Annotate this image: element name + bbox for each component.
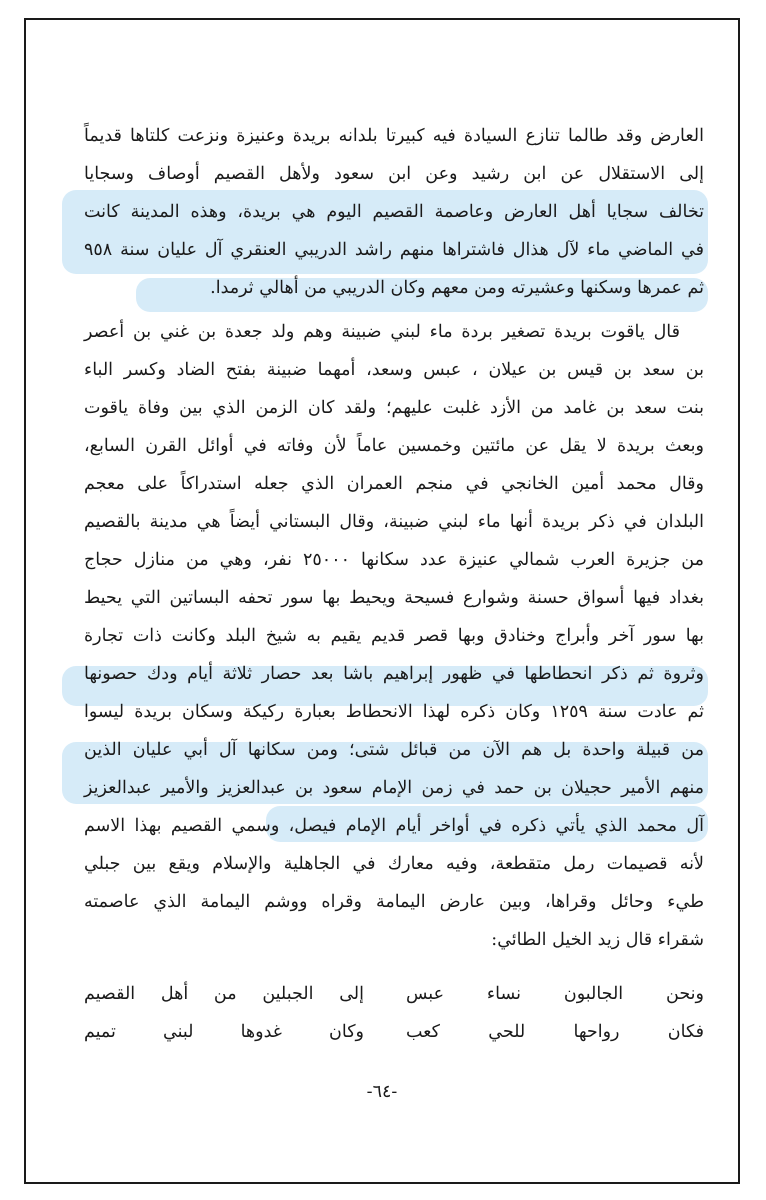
text-line: لأنه قصيمات رمل متقطعة، وفيه معارك في الجاهلية والإسلام ويقع بين جبلي xyxy=(84,854,704,874)
text-line: آل محمد الذي يأتي ذكره في أواخر أيام الإمام فيصل، وسمي القصيم بهذا الاسم xyxy=(84,816,704,836)
text-line: بنت سعد بن غامد من الأزد غلبت عليهم؛ ولقد كان الزمن الذي بين وفاة ياقوت xyxy=(84,398,704,418)
text-line: تخالف سجايا أهل العارض وعاصمة القصيم اليوم هي بريدة، وهذه المدينة كانت xyxy=(84,202,704,222)
text-line: وبعث بريدة لا يقل عن مائتين وخمسين عاماً لأن وفاته في أوائل القرن السابع، xyxy=(84,436,704,456)
poem-verse-second: إلى الجبلين من أهل القصيم xyxy=(84,984,364,1004)
book-page xyxy=(24,18,740,1184)
text-line: شقراء قال زيد الخيل الطائي: xyxy=(491,930,704,950)
text-line: منهم الأمير حجيلان بن حمد في زمن الإمام سعود بن عبدالعزيز والأمير عبدالعزيز xyxy=(84,778,704,798)
text-line: من جزيرة العرب شمالي عنيزة عدد سكانها ٢٥٠٠٠ نفر، وهي من منازل حجاج xyxy=(84,550,704,570)
text-line: طيء وحائل وقراها، وبين عارض اليمامة وقراه ووشم اليمامة الذي عاصمته xyxy=(84,892,704,912)
poem-verse-first: فكان رواحها للحي كعب xyxy=(406,1022,704,1042)
text-line: العارض وقد طالما تنازع السيادة فيه كبيرتا بلدانه بريدة وعنيزة ونزعت كلتاها قديماً xyxy=(84,126,704,146)
poem-verse-first: ونحن الجالبون نساء عبس xyxy=(406,984,704,1004)
text-line: إلى الاستقلال عن ابن رشيد وعن ابن سعود ولأهل القصيم أوصاف وسجايا xyxy=(84,164,704,184)
text-line: وقال محمد أمين الخانجي في منجم العمران الذي جعله استدراكاً على معجم xyxy=(84,474,704,494)
text-line: في الماضي ماء لآل هذال فاشتراها منهم راشد الدريبي العنقري آل عليان سنة ٩٥٨ xyxy=(84,240,704,260)
poem-verse-second: وكان غدوها لبني تميم xyxy=(84,1022,364,1042)
text-line: البلدان في ذكر بريدة أنها ماء لبني ضبينة، وقال البستاني أيضاً هي مدينة بالقصيم xyxy=(84,512,704,532)
text-line: من قبيلة واحدة بل هم الآن من قبائل شتى؛ ومن سكانها آل أبي عليان الذين xyxy=(84,740,704,760)
text-line: بغداد فيها أسواق حسنة وشوارع فسيحة ويحيط بها سور تحفه البساتين التي يحيط xyxy=(84,588,704,608)
text-line: بن سعد بن قيس بن عيلان ، عبس وسعد، أمهما ضبينة بفتح الضاد وكسر الباء xyxy=(84,360,704,380)
text-line: ثم عمرها وسكنها وعشيرته ومن معهم وكان الدريبي من أهالي ثرمدا. xyxy=(210,278,704,298)
text-line: ثم عادت سنة ١٢٥٩ وكان ذكره لهذا الانحطاط بعبارة ركيكة وسكان بريدة ليسوا xyxy=(84,702,704,722)
text-line: قال ياقوت بريدة تصغير بردة ماء لبني ضبينة وهم ولد جعدة بن غني بن أعصر xyxy=(84,322,680,342)
page-number: -٦٤- xyxy=(366,1082,398,1102)
text-line: بها سور آخر وأبراج وخنادق وبها قصر قديم يقيم به شيخ البلد وكانت ذات تجارة xyxy=(84,626,704,646)
text-line: وثروة ثم ذكر انحطاطها في ظهور إبراهيم باشا بعد حصار ثلاثة أيام ودك حصونها xyxy=(84,664,704,684)
